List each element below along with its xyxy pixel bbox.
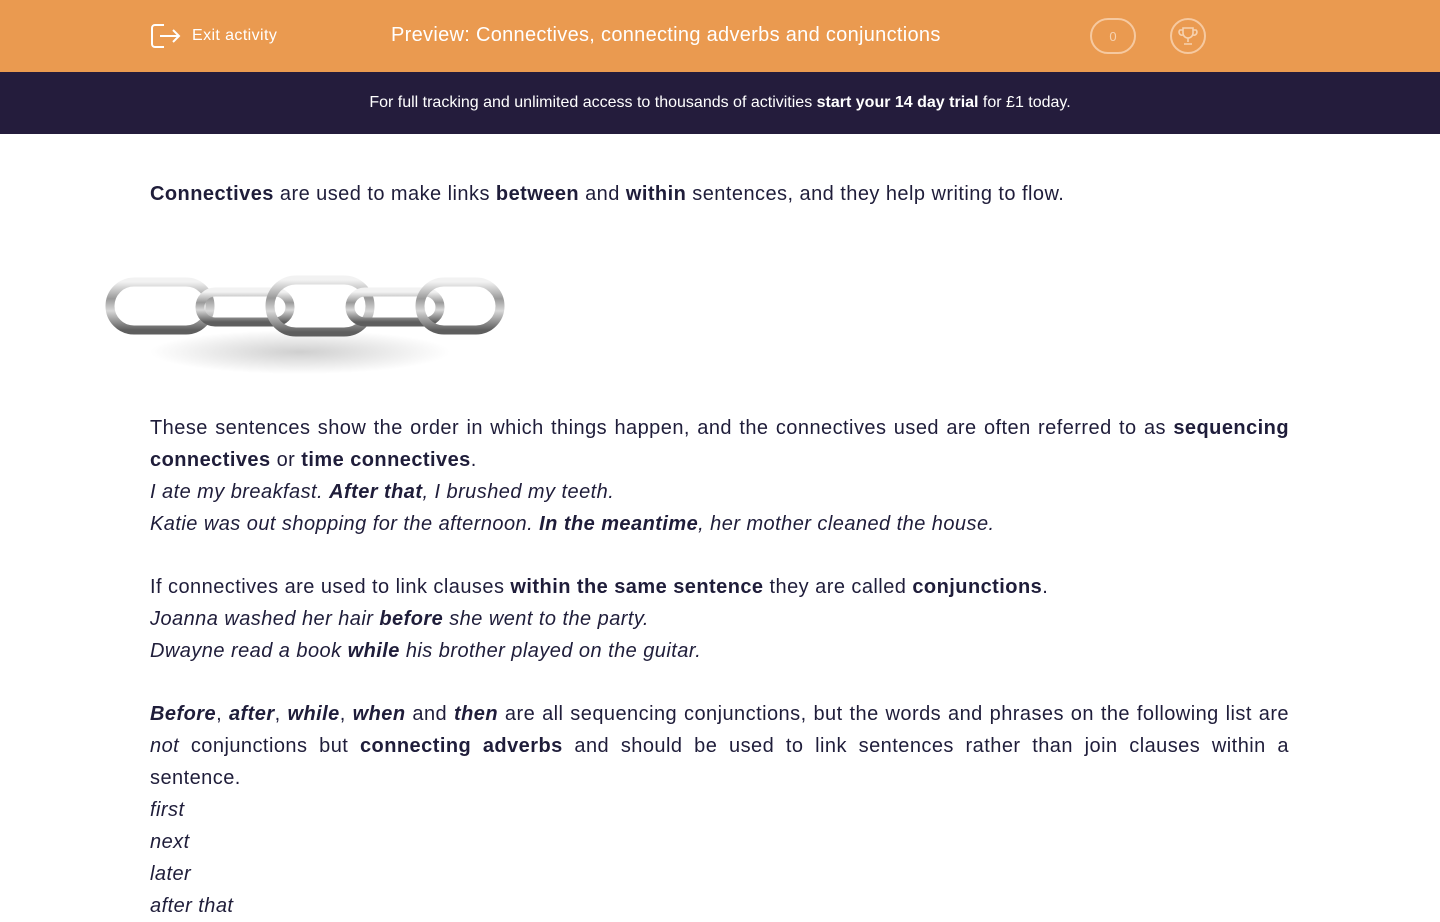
term-sequencing-connectives: sequencing connectives (150, 417, 1289, 471)
text: are used to make links (273, 183, 496, 205)
list-item: after that (150, 895, 234, 917)
text: sentences, and they help writing to flow. (686, 183, 1065, 205)
trophy-icon (1177, 25, 1199, 47)
term-time-connectives: time connectives (301, 449, 471, 471)
exit-activity-label: Exit activity (192, 27, 278, 44)
connecting-adverbs-paragraph: Before, after, while, when and then are all sequencing conjunctions, but the words and phrases on the following list are not conjunctions but connecting adverbs and should be used to link sentences rather than join clauses within a sentence. (150, 703, 1289, 789)
example-sentence: Dwayne read a book while his brother played on the guitar. (150, 640, 702, 662)
example-sentence: I ate my breakfast. After that, I brushed my teeth. (150, 481, 615, 503)
text: These sentences show the order in which things happen, and the connectives used are often referred to as (150, 417, 1174, 439)
spacer (150, 540, 1289, 571)
trophy-button[interactable] (1170, 18, 1206, 54)
text: . (470, 449, 477, 471)
example-sentence: Katie was out shopping for the afternoon. In the meantime, her mother cleaned the house. (150, 513, 995, 535)
list-item: first (150, 799, 185, 821)
exit-icon (150, 22, 182, 50)
list-item: next (150, 831, 190, 853)
list-item: later (150, 863, 192, 885)
spacer (150, 667, 1289, 698)
chain-links-image (150, 272, 450, 400)
banner-text-pre: For full tracking and unlimited access to thousands of activities (369, 94, 817, 111)
score-counter: 0 (1090, 18, 1136, 54)
top-bar (0, 0, 1440, 72)
page-title: Preview: Connectives, connecting adverbs and conjunctions (391, 24, 941, 46)
text: and (579, 183, 626, 205)
text: or (270, 449, 302, 471)
example-sentence: Joanna washed her hair before she went to the party. (150, 608, 649, 630)
exit-activity-button[interactable] (150, 21, 277, 51)
banner-text-post: for £1 today. (978, 94, 1071, 111)
trial-link[interactable]: start your 14 day trial (816, 94, 979, 111)
term-within: within (625, 183, 687, 205)
sequencing-paragraph (150, 412, 1289, 476)
lesson-content (150, 178, 1289, 922)
intro-paragraph (150, 178, 1289, 210)
conjunctions-paragraph: If connectives are used to link clauses within the same sentence they are called conjunctions. (150, 576, 1049, 598)
term-connectives: Connectives (150, 183, 274, 205)
trial-banner (0, 72, 1440, 134)
term-between: between (495, 183, 580, 205)
